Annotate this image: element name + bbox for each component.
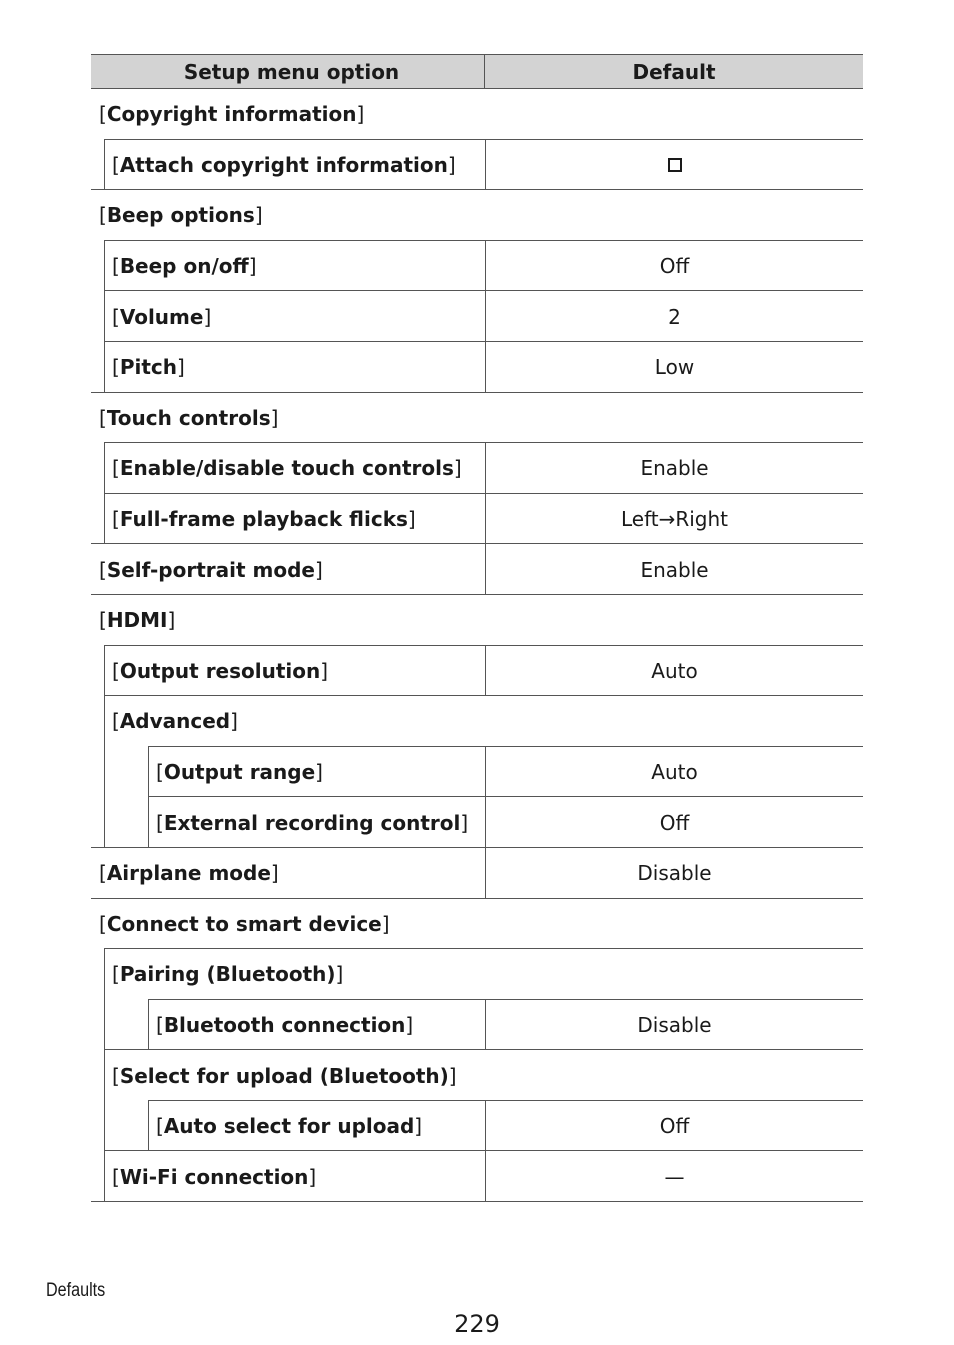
table-row [91, 544, 863, 595]
option-name: Auto select for upload [163, 1114, 415, 1139]
indent-gutter [91, 1000, 104, 1051]
option-label: [ HDMI ] [99, 608, 176, 633]
table-row [91, 949, 863, 1000]
option-name: Bluetooth connection [163, 1012, 406, 1037]
indent-gutter [91, 291, 104, 342]
option-label: [ Select for upload (Bluetooth) ] [104, 1050, 863, 1101]
checkbox-icon [668, 158, 682, 172]
table-row [91, 1101, 863, 1152]
table-row [91, 797, 863, 848]
option-label: [ Self-portrait mode ] [99, 557, 323, 582]
table-header [91, 54, 863, 89]
table-row [91, 646, 863, 697]
table-row [91, 393, 863, 444]
indent-gutter [91, 443, 104, 494]
table-row [91, 899, 863, 950]
default-value: Enable [485, 443, 863, 494]
option-name: Airplane mode [106, 861, 271, 886]
default-value: Enable [485, 544, 863, 595]
option-name: Self-portrait mode [106, 557, 315, 582]
default-value [485, 140, 863, 191]
option-name: Beep options [106, 203, 255, 228]
option-label: [ Enable/disable touch controls ] [104, 443, 485, 494]
option-name: Pitch [119, 355, 177, 380]
table-row [91, 241, 863, 292]
default-value: 2 [485, 291, 863, 342]
option-name: Enable/disable touch controls [119, 456, 454, 481]
indent-gutter [104, 1101, 148, 1152]
indent-gutter [91, 949, 104, 1000]
table-row [91, 595, 863, 646]
page-number: 229 [454, 1310, 500, 1338]
row-separator [91, 1201, 863, 1202]
default-value: Off [485, 1101, 863, 1152]
option-name: Touch controls [106, 405, 271, 430]
option-label: [ Pitch ] [104, 342, 485, 393]
option-name: Attach copyright information [119, 152, 448, 177]
table-row [91, 342, 863, 393]
option-name: Copyright information [106, 102, 357, 127]
option-name: Pairing (Bluetooth) [119, 962, 336, 987]
section-label: Defaults [46, 1280, 106, 1301]
option-label: [ Auto select for upload ] [148, 1101, 485, 1152]
option-name: Advanced [119, 709, 231, 734]
option-label: [ Beep options ] [99, 203, 263, 228]
option-label: [ Advanced ] [104, 696, 863, 747]
default-value: Disable [485, 1000, 863, 1051]
indent-gutter [91, 747, 104, 798]
indent-gutter [104, 747, 148, 798]
table-row [91, 848, 863, 899]
default-value: Off [485, 797, 863, 848]
indent-gutter [91, 140, 104, 191]
default-value: Auto [485, 646, 863, 697]
default-value: Left→Right [485, 494, 863, 545]
option-name: External recording control [163, 810, 461, 835]
indent-gutter [91, 646, 104, 697]
indent-gutter [91, 1050, 104, 1101]
indent-gutter [91, 797, 104, 848]
option-name: Beep on/off [119, 254, 249, 279]
option-name: Full-frame playback flicks [119, 507, 408, 532]
header-default: Default [632, 59, 716, 84]
option-label: [ Attach copyright information ] [104, 140, 485, 191]
option-name: Wi-Fi connection [119, 1164, 309, 1189]
indent-gutter [91, 1101, 104, 1152]
option-label: [ Beep on/off ] [104, 241, 485, 292]
indent-gutter [104, 1000, 148, 1051]
table-row [91, 1050, 863, 1101]
indent-gutter [104, 797, 148, 848]
option-label: [ Output resolution ] [104, 646, 485, 697]
indent-gutter [91, 494, 104, 545]
option-label: [ Airplane mode ] [99, 861, 279, 886]
table-row [91, 747, 863, 798]
option-label: [ Copyright information ] [99, 102, 365, 127]
option-name: Connect to smart device [106, 911, 382, 936]
table-body [91, 89, 863, 1202]
indent-gutter [91, 1151, 104, 1202]
option-label: [ Full-frame playback flicks ] [104, 494, 485, 545]
table-row [91, 140, 863, 191]
header-setup-menu-option: Setup menu option [91, 55, 485, 88]
table-row [91, 190, 863, 241]
default-value: Off [485, 241, 863, 292]
option-label: [ Output range ] [148, 747, 485, 798]
option-label: [ Pairing (Bluetooth) ] [104, 949, 863, 1000]
table-row [91, 696, 863, 747]
table-row [91, 1000, 863, 1051]
indent-gutter [91, 342, 104, 393]
option-name: Volume [119, 304, 204, 329]
default-value: Auto [485, 747, 863, 798]
option-name: Output range [163, 760, 316, 785]
table-row [91, 443, 863, 494]
table-row [91, 1151, 863, 1202]
table-row [91, 494, 863, 545]
indent-gutter [91, 241, 104, 292]
default-value: — [485, 1151, 863, 1202]
option-label: [ External recording control ] [148, 797, 485, 848]
table-row [91, 89, 863, 140]
option-name: HDMI [106, 608, 168, 633]
default-value: Disable [485, 848, 863, 899]
table-row [91, 291, 863, 342]
option-name: Output resolution [119, 658, 321, 683]
option-name: Select for upload (Bluetooth) [119, 1063, 449, 1088]
default-value: Low [485, 342, 863, 393]
setup-menu-defaults-table [91, 54, 863, 1202]
option-label: [ Touch controls ] [99, 405, 279, 430]
option-label: [ Wi-Fi connection ] [104, 1151, 485, 1202]
indent-gutter [91, 696, 104, 747]
option-label: [ Volume ] [104, 291, 485, 342]
option-label: [ Connect to smart device ] [99, 911, 390, 936]
option-label: [ Bluetooth connection ] [148, 1000, 485, 1051]
